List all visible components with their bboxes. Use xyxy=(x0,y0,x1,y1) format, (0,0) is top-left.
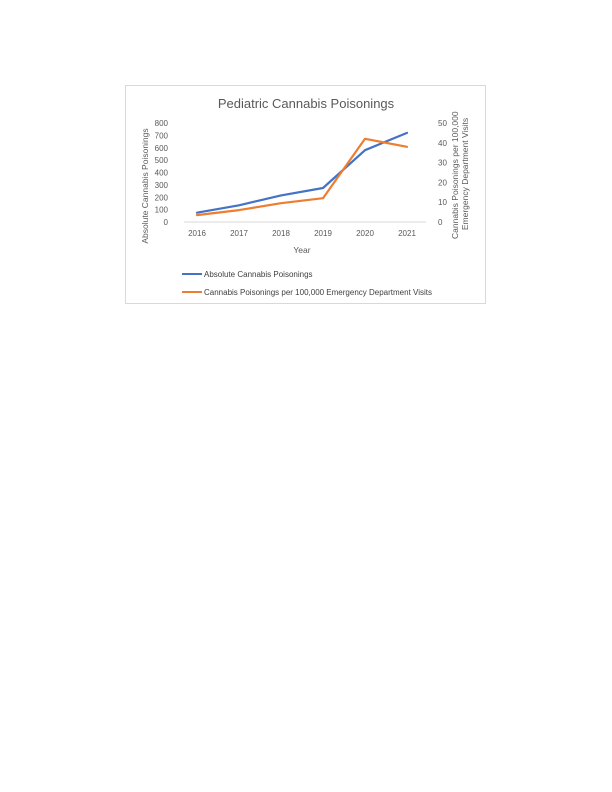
left-axis-title: Absolute Cannabis Poisonings xyxy=(140,128,150,244)
left-axis-ticks xyxy=(155,119,169,227)
right-axis-ticks xyxy=(438,119,447,227)
series-line-rate xyxy=(197,139,407,215)
legend-label-absolute: Absolute Cannabis Poisonings xyxy=(204,270,313,279)
left-tick-label: 600 xyxy=(154,143,168,153)
x-tick-label: 2019 xyxy=(314,229,332,238)
x-axis-ticks xyxy=(188,229,416,238)
right-tick-label: 20 xyxy=(438,178,447,188)
legend xyxy=(182,270,432,297)
x-tick-label: 2020 xyxy=(356,229,374,238)
legend-label-rate: Cannabis Poisonings per 100,000 Emergency Department Visits xyxy=(204,288,432,297)
right-tick-label: 0 xyxy=(438,218,443,227)
x-axis-title: Year xyxy=(293,245,311,255)
series-layer xyxy=(197,133,407,215)
left-tick-label: 400 xyxy=(154,168,168,178)
left-tick-label: 0 xyxy=(163,218,168,227)
chart-frame xyxy=(125,85,486,304)
left-tick-label: 700 xyxy=(154,131,168,141)
x-tick-label: 2018 xyxy=(272,229,290,238)
legend-item-rate xyxy=(182,288,432,297)
left-tick-label: 300 xyxy=(154,180,168,190)
legend-item-absolute xyxy=(182,270,313,279)
right-tick-label: 40 xyxy=(438,138,447,148)
line-chart xyxy=(126,86,487,305)
right-axis-title-line-2: Emergency Department Visits xyxy=(460,117,470,231)
x-tick-label: 2021 xyxy=(398,229,416,238)
right-axis-title-line-1: Cannabis Poisonings per 100,000 xyxy=(450,111,460,239)
right-axis-title xyxy=(450,109,470,239)
left-tick-label: 800 xyxy=(154,119,168,128)
left-tick-label: 200 xyxy=(154,193,168,203)
left-tick-label: 500 xyxy=(154,156,168,166)
x-tick-label: 2016 xyxy=(188,229,206,238)
left-tick-label: 100 xyxy=(154,205,168,215)
right-tick-label: 30 xyxy=(438,158,447,168)
chart-title: Pediatric Cannabis Poisonings xyxy=(217,96,395,111)
x-tick-label: 2017 xyxy=(230,229,248,238)
right-tick-label: 10 xyxy=(438,198,447,208)
right-tick-label: 50 xyxy=(438,119,447,128)
